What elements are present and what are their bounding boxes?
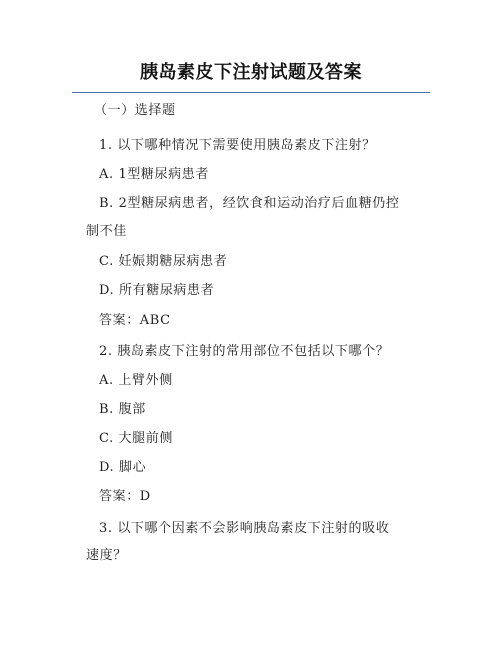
section-heading: （一）选择题 xyxy=(94,103,176,118)
question-1-option-a: A. 1型糖尿病患者 xyxy=(99,167,209,182)
question-2-option-c: C. 大腿前侧 xyxy=(99,431,173,446)
question-3-stem-line1: 3. 以下哪个因素不会影响胰岛素皮下注射的吸收 xyxy=(99,521,390,536)
question-2-option-d: D. 脚心 xyxy=(99,460,147,475)
question-3-stem-line2: 速度？ xyxy=(86,548,127,563)
question-2-option-b: B. 腹部 xyxy=(99,402,146,417)
question-2-option-a: A. 上臂外侧 xyxy=(99,373,173,388)
question-1-option-d: D. 所有糖尿病患者 xyxy=(99,283,215,298)
title-divider xyxy=(72,92,430,93)
question-1-answer: 答案：ABC xyxy=(99,313,171,328)
question-1-stem: 1. 以下哪种情况下需要使用胰岛素皮下注射？ xyxy=(99,138,376,153)
question-2-stem: 2. 胰岛素皮下注射的常用部位不包括以下哪个？ xyxy=(99,344,390,359)
question-1-option-b-line2: 制不佳 xyxy=(86,224,127,239)
question-2-answer: 答案：D xyxy=(99,489,151,504)
question-1-option-c: C. 妊娠期糖尿病患者 xyxy=(99,254,228,269)
question-1-option-b-line1: B. 2型糖尿病患者，经饮食和运动治疗后血糖仍控 xyxy=(99,196,400,211)
document-title: 胰岛素皮下注射试题及答案 xyxy=(140,62,362,83)
